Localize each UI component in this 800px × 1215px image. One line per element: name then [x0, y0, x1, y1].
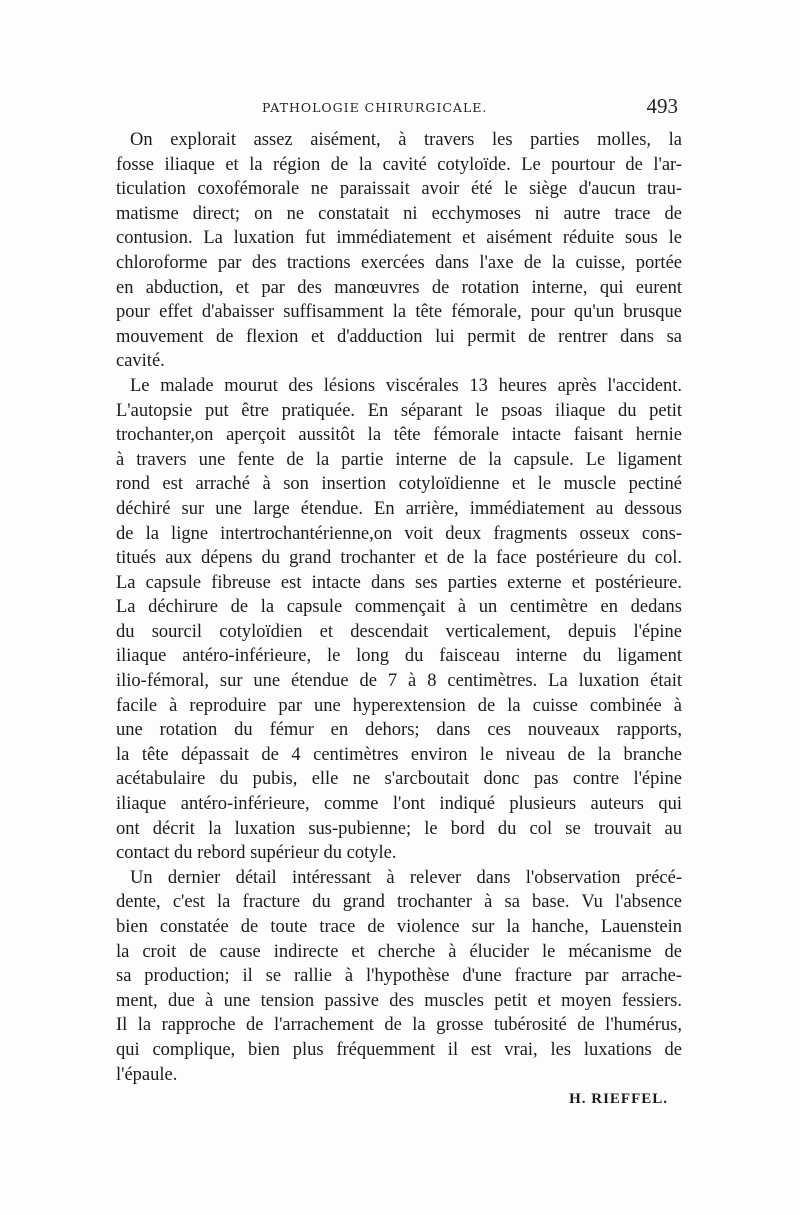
- text-line: de la ligne intertrochantérienne,on voit deux fragments osseux cons-: [116, 523, 682, 544]
- text-line: On explorait assez aisément, à travers les parties molles, la: [130, 130, 682, 150]
- running-head: PATHOLOGIE CHIRURGICALE.: [262, 100, 488, 115]
- text-line: iliaque antéro-inférieure, le long du faisceau interne du ligament: [116, 646, 682, 667]
- page-header: [116, 94, 682, 124]
- body-text: [116, 128, 682, 1087]
- text-line: en abduction, et par des manœuvres de rotation interne, qui eurent: [116, 277, 682, 298]
- text-line: Il la rapproche de l'arrachement de la grosse tubérosité de l'humérus,: [116, 1015, 682, 1036]
- text-line: à travers une fente de la partie interne de la capsule. Le ligament: [116, 449, 682, 470]
- text-line: La capsule fibreuse est intacte dans ses parties externe et postérieure.: [116, 572, 682, 593]
- text-line: qui complique, bien plus fréquemment il est vrai, les luxations de: [116, 1039, 682, 1060]
- text-line: facile à reproduire par une hyperextension de la cuisse combinée à: [116, 695, 682, 716]
- text-line: fosse iliaque et la région de la cavité cotyloïde. Le pourtour de l'ar-: [116, 154, 682, 175]
- text-line: bien constatée de toute trace de violence sur la hanche, Lauenstein: [116, 917, 682, 937]
- text-line: l'épaule.: [116, 1064, 178, 1085]
- text-line: ment, due à une tension passive des muscles petit et moyen fessiers.: [116, 990, 682, 1011]
- text-line: ilio-fémoral, sur une étendue de 7 à 8 centimètres. La luxation était: [116, 671, 682, 692]
- text-line: la tête dépassait de 4 centimètres environ le niveau de la branche: [116, 744, 682, 765]
- paragraph-1: [116, 128, 682, 374]
- paragraph-3: [116, 866, 682, 1087]
- text-line: Le malade mourut des lésions viscérales 13 heures après l'accident.: [130, 375, 682, 396]
- paragraph-2: [116, 374, 682, 866]
- text-line: ticulation coxofémorale ne paraissait avoir été le siège d'aucun trau-: [116, 179, 682, 200]
- page-number: 493: [646, 94, 678, 118]
- text-line: trochanter,on aperçoit aussitôt la tête fémorale intacte faisant hernie: [116, 425, 682, 446]
- text-line: La déchirure de la capsule commençait à un centimètre en dedans: [116, 597, 682, 618]
- text-line: sa production; il se rallie à l'hypothèse d'une fracture par arrache-: [116, 966, 682, 987]
- text-line: du sourcil cotyloïdien et descendait verticalement, depuis l'épine: [116, 621, 682, 642]
- text-line: mouvement de flexion et d'adduction lui permit de rentrer dans sa: [116, 326, 682, 347]
- text-line: chloroforme par des tractions exercées dans l'axe de la cuisse, portée: [116, 252, 682, 273]
- text-line: pour effet d'abaisser suffisamment la tête fémorale, pour qu'un brusque: [116, 302, 682, 323]
- text-line: matisme direct; on ne constatait ni ecchymoses ni autre trace de: [116, 203, 682, 224]
- text-line: titués aux dépens du grand trochanter et de la face postérieure du col.: [116, 548, 682, 569]
- author-signature: H. RIEFFEL.: [569, 1091, 668, 1107]
- text-line: contact du rebord supérieur du cotyle.: [116, 843, 397, 864]
- text-line: Un dernier détail intéressant à relever dans l'observation précé-: [130, 867, 682, 888]
- text-line: contusion. La luxation fut immédiatement et aisément réduite sous le: [116, 228, 682, 249]
- text-line: iliaque antéro-inférieure, comme l'ont indiqué plusieurs auteurs qui: [116, 794, 682, 815]
- text-line: cavité.: [116, 351, 165, 372]
- text-line: ont décrit la luxation sus-pubienne; le bord du col se trouvait au: [116, 818, 682, 839]
- text-line: acétabulaire du pubis, elle ne s'arcboutait donc pas contre l'épine: [116, 769, 682, 790]
- text-line: dente, c'est la fracture du grand trochanter à sa base. Vu l'absence: [116, 892, 682, 913]
- text-line: déchiré sur une large étendue. En arrière, immédiatement au dessous: [116, 498, 682, 519]
- text-line: rond est arraché à son insertion cotyloïdienne et le muscle pectiné: [116, 474, 682, 495]
- text-line: L'autopsie put être pratiquée. En séparant le psoas iliaque du petit: [116, 400, 682, 421]
- text-line: la croit de cause indirecte et cherche à élucider le mécanisme de: [116, 941, 682, 962]
- text-line: une rotation du fémur en dehors; dans ces nouveaux rapports,: [116, 720, 682, 741]
